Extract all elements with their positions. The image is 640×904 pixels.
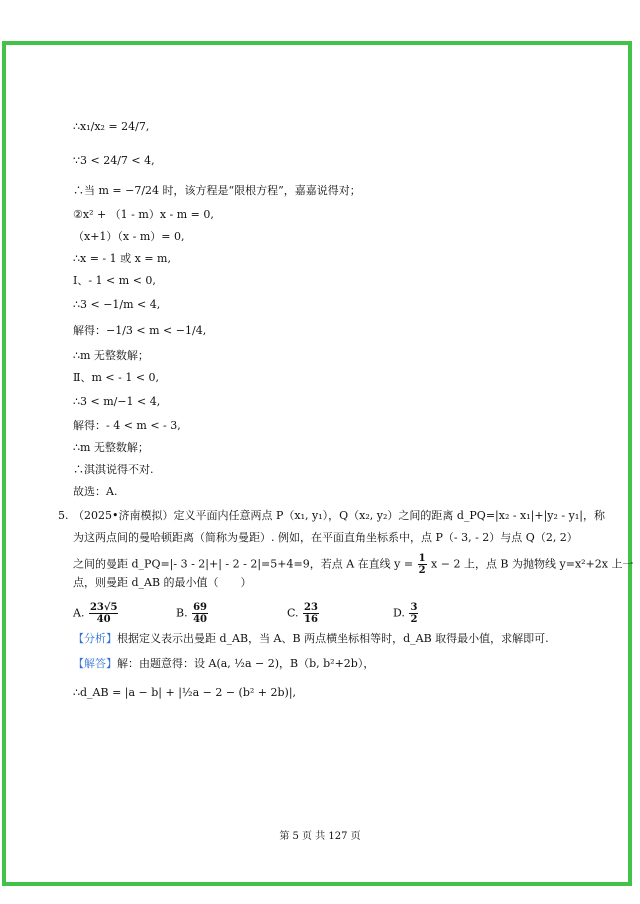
step-line: ∴当 m = −7/24 时，该方程是“限根方程”，嘉嘉说得对； <box>73 184 361 197</box>
step-line: （x+1）（x - m）= 0, <box>73 230 185 243</box>
option-d[interactable] <box>393 602 419 625</box>
problem-line: 为这两点间的曼哈顿距离（简称为曼距）. 例如，在平面直角坐标系中，点 P（- 3, - 2）与点 Q（2, 2） <box>73 531 578 544</box>
step-line: 解得：- 4 < m < - 3, <box>73 419 181 432</box>
answer-line <box>73 656 374 672</box>
problem-line-part: x − 2 上，点 B 为抛物线 y=x²+2x 上一 <box>431 557 634 571</box>
analysis-text: 根据定义表示出曼距 d_AB，当 A、B 两点横坐标相等时，d_AB 取得最小值，求解即可. <box>117 632 549 645</box>
option-label: C. <box>287 606 299 620</box>
option-label: B. <box>176 606 188 620</box>
option-label: A. <box>73 606 85 620</box>
option-b[interactable] <box>176 602 209 625</box>
option-value: $\frac{23√5}{40}$ <box>89 602 118 625</box>
step-line: ∴x = - 1 或 x = m, <box>73 252 171 265</box>
analysis-line <box>73 631 549 647</box>
problem-number: 5. <box>58 509 69 522</box>
step-line: ∵3 < 24/7 < 4, <box>73 154 155 167</box>
slope-fraction: $\frac{1}{2}$ <box>418 553 426 576</box>
step-line: ∴淇淇说得不对. <box>73 463 154 476</box>
step-line: 故选：A. <box>73 485 118 498</box>
step-line: ∴m 无整数解； <box>73 441 149 454</box>
option-value: $\frac{23}{16}$ <box>304 602 318 625</box>
page-footer: 第 5 页 共 127 页 <box>279 831 361 842</box>
answer-text: 解：由题意得：设 A(a, ½a − 2)，B（b, b²+2b）， <box>117 657 375 670</box>
problem-line-part: 之间的曼距 d_PQ=|- 3 - 2|+| - 2 - 2|=5+4=9，若点 A 在直线 y = <box>73 557 414 571</box>
option-label: D. <box>393 606 405 620</box>
option-c[interactable] <box>287 602 320 625</box>
problem-line <box>73 553 633 576</box>
final-expression: ∴d_AB = |a − b| + |½a − 2 − (b² + 2b)|, <box>73 686 297 699</box>
step-line: ∴3 < −1/m < 4, <box>73 298 161 311</box>
option-value: $\frac{3}{2}$ <box>410 602 418 625</box>
analysis-tag: 【分析】 <box>73 632 117 645</box>
problem-line: 点，则曼距 d_AB 的最小值（ ） <box>73 576 252 589</box>
step-line: ②x² + （1 - m）x - m = 0, <box>73 208 214 221</box>
step-line: ∴3 < m/−1 < 4, <box>73 395 161 408</box>
option-value: $\frac{69}{40}$ <box>193 602 208 625</box>
step-line: ∴x₁/x₂ = 24/7, <box>73 120 150 133</box>
option-a[interactable] <box>73 602 119 625</box>
problem-line: （2025•济南模拟）定义平面内任意两点 P（x₁, y₁），Q（x₂, y₂）之间的距离 d_PQ=|x₂ - x₁|+|y₂ - y₁|，称 <box>73 509 605 522</box>
step-line: Ⅱ、m < - 1 < 0, <box>73 371 160 384</box>
answer-tag: 【解答】 <box>73 657 117 670</box>
step-line: ∴m 无整数解； <box>73 349 149 362</box>
step-line: 解得：−1/3 < m < −1/4, <box>73 324 207 337</box>
step-line: Ⅰ、- 1 < m < 0, <box>73 274 156 287</box>
